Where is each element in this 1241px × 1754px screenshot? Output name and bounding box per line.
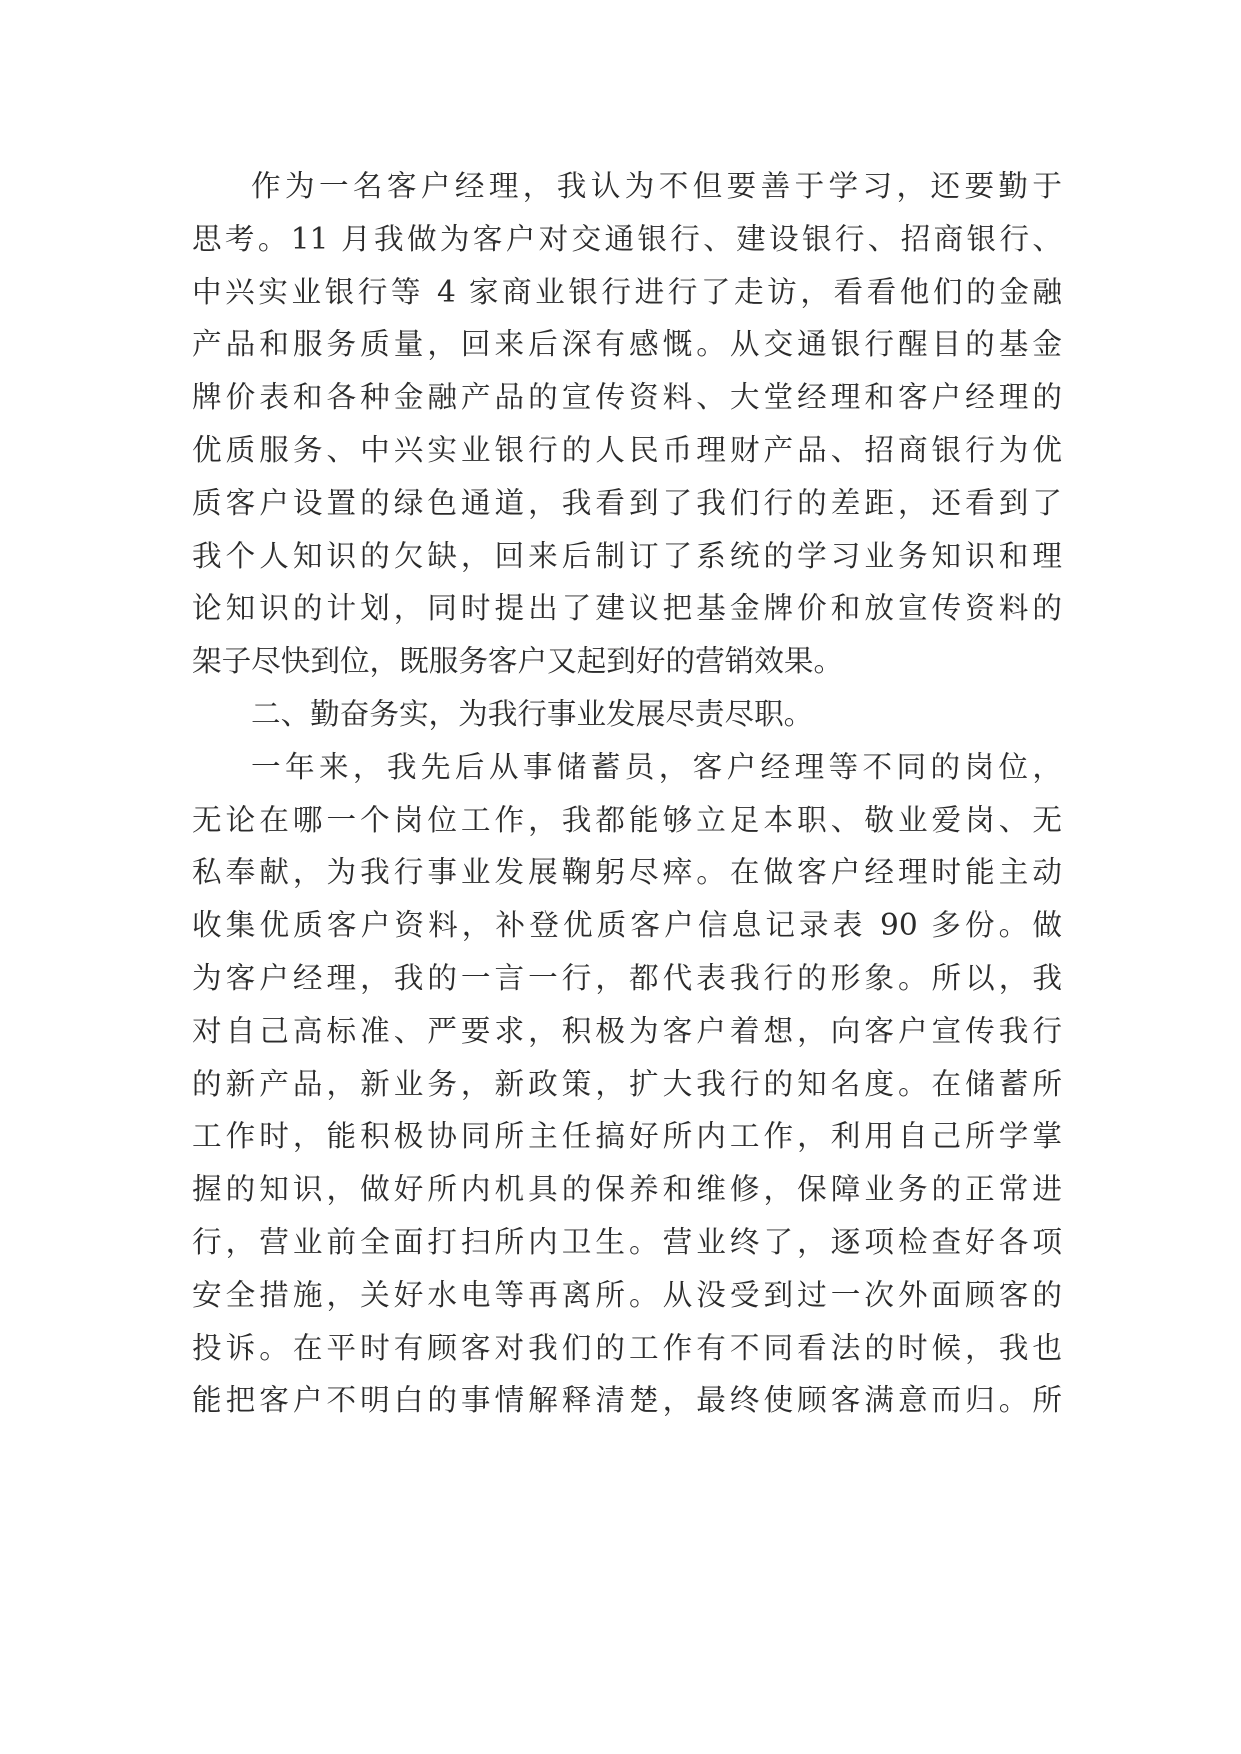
paragraph-line: 握的知识，做好所内机具的保养和维修，保障业务的正常进 xyxy=(192,1172,1062,1207)
paragraph-study-and-reflection xyxy=(192,160,1062,688)
section-heading: 二、勤奋务实，为我行事业发展尽责尽职。 xyxy=(251,696,814,731)
document-body xyxy=(192,160,1062,1427)
paragraph-line: 论知识的计划，同时提出了建议把基金牌价和放宣传资料的 xyxy=(192,591,1062,626)
paragraph-line: 投诉。在平时有顾客对我们的工作有不同看法的时候，我也 xyxy=(192,1330,1062,1365)
paragraph-line: 思考。11 月我做为客户对交通银行、建设银行、招商银行、 xyxy=(192,221,1062,256)
section-heading-diligence xyxy=(192,688,1062,741)
paragraph-line: 一年来，我先后从事储蓄员，客户经理等不同的岗位， xyxy=(251,749,1062,784)
paragraph-line: 对自己高标准、严要求，积极为客户着想，向客户宣传我行 xyxy=(192,1013,1062,1048)
paragraph-line: 行，营业前全面打扫所内卫生。营业终了，逐项检查好各项 xyxy=(192,1224,1062,1259)
paragraph-line: 私奉献，为我行事业发展鞠躬尽瘁。在做客户经理时能主动 xyxy=(192,855,1062,890)
paragraph-line: 牌价表和各种金融产品的宣传资料、大堂经理和客户经理的 xyxy=(192,380,1062,415)
paragraph-line: 能把客户不明白的事情解释清楚，最终使顾客满意而归。所 xyxy=(192,1383,1062,1418)
paragraph-line: 安全措施，关好水电等再离所。从没受到过一次外面顾客的 xyxy=(192,1277,1062,1312)
paragraph-line: 收集优质客户资料，补登优质客户信息记录表 90 多份。做 xyxy=(192,908,1062,943)
paragraph-line: 优质服务、中兴实业银行的人民币理财产品、招商银行为优 xyxy=(192,432,1062,467)
paragraph-line: 我个人知识的欠缺，回来后制订了系统的学习业务知识和理 xyxy=(192,538,1062,573)
paragraph-line: 架子尽快到位，既服务客户又起到好的营销效果。 xyxy=(192,644,844,679)
paragraph-line: 质客户设置的绿色通道，我看到了我们行的差距，还看到了 xyxy=(192,485,1062,520)
paragraph-line: 的新产品，新业务，新政策，扩大我行的知名度。在储蓄所 xyxy=(192,1066,1062,1101)
paragraph-line: 中兴实业银行等 4 家商业银行进行了走访，看看他们的金融 xyxy=(192,274,1062,309)
paragraph-line: 无论在哪一个岗位工作，我都能够立足本职、敬业爱岗、无 xyxy=(192,802,1062,837)
paragraph-line: 作为一名客户经理，我认为不但要善于学习，还要勤于 xyxy=(251,169,1062,203)
paragraph-line: 为客户经理，我的一言一行，都代表我行的形象。所以，我 xyxy=(192,960,1062,995)
paragraph-work-record xyxy=(192,741,1062,1427)
paragraph-line: 产品和服务质量，回来后深有感慨。从交通银行醒目的基金 xyxy=(192,327,1062,362)
paragraph-line: 工作时，能积极协同所主任搞好所内工作，利用自己所学掌 xyxy=(192,1119,1062,1154)
